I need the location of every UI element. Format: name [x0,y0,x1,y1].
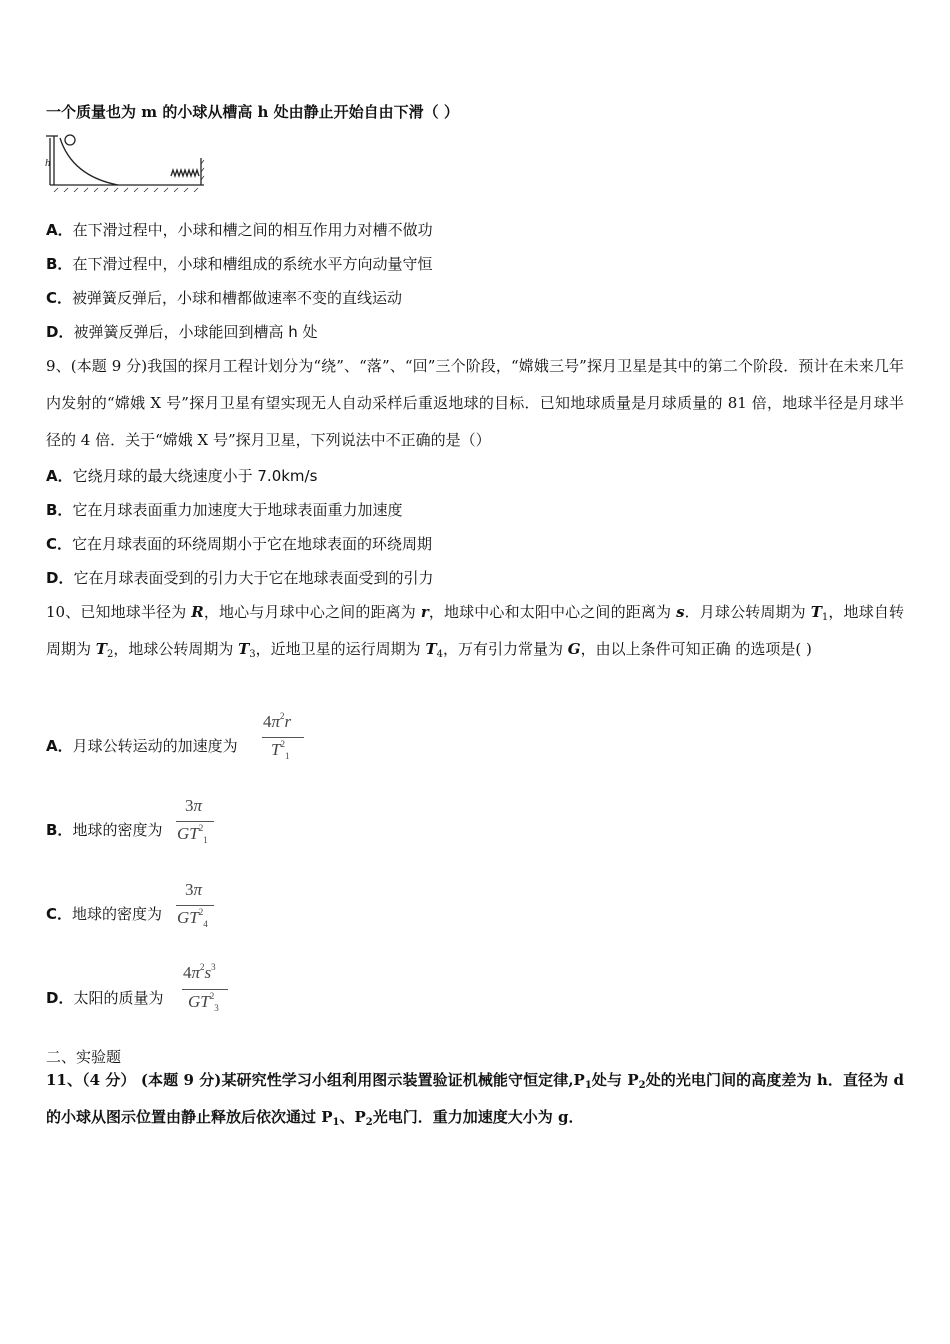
q8-option-c: C．被弹簧反弹后，小球和槽都做速率不变的直线运动 [46,289,403,307]
slide-spring-figure [44,130,206,192]
q8-option-a: A．在下滑过程中，小球和槽之间的相互作用力对槽不做功 [46,221,433,239]
q9-stem: 9、(本题 9 分)我国的探月工程计划分为“绕”、“落”、“回”三个阶段，“嫦娥三号”探月卫星是其中的第二个阶段．预计在未来几年内发射的“嫦娥 X 号”探月卫星有望实现无人自动采样后重返地球的目标．已知地球质量是月球质量的 81 倍，地球半径是月球半径的 4 倍．关于“嫦娥 X 号”探月卫星，下列说法中不正确的是（） [46,357,904,449]
q10-stem: 10、已知地球半径为 R，地心与月球中心之间的距离为 r，地球中心和太阳中心之间的距离为 s．月球公转周期为 $T_1$，地球自转周期为 $T_2$，地球公转周期为 $T_3$，近地卫星的运行周期为 $T_4$，万有引力常量为 G，由以上条件可知正确 的选项是( ) [46,603,904,660]
q9-option-a: A．它绕月球的最大绕速度小于 7.0km/s [46,467,318,485]
q9-option-b: B．它在月球表面重力加速度大于地球表面重力加速度 [46,501,403,519]
q9-option-c: C．它在月球表面的环绕周期小于它在地球表面的环绕周期 [46,535,433,553]
q8-option-d: D．被弹簧反弹后，小球能回到槽高 h 处 [46,323,318,341]
q8-option-b: B．在下滑过程中，小球和槽组成的系统水平方向动量守恒 [46,255,433,273]
q10-option-d: D．太阳的质量为 [46,989,164,1007]
figure-height-label: h [45,157,51,169]
q9-option-d: D．它在月球表面受到的引力大于它在地球表面受到的引力 [46,569,434,587]
q8-stem: 一个质量也为 m 的小球从槽高 h 处由静止开始自由下滑（ ） [46,103,459,121]
fraction-b: 3π $GT^2_1$ [176,796,218,848]
fraction-c: 3π $GT^2_4$ [176,880,218,932]
q10-option-b: B．地球的密度为 [46,821,163,839]
q11-stem: 11、（4 分） (本题 9 分)某研究性学习小组利用图示装置验证机械能守恒定律$,P_1$处与 $P_2$处的光电门间的高度差为 h．直径为 d 的小球从图示位置由静止释放后依次通过 $P_1$、$P_2$光电门．重力加速度大小为 g． [46,1071,904,1128]
fraction-a: $4\pi^2r$ $T^2_1$ [262,712,306,764]
fraction-d: $4\pi^2s^3$ $GT^2_3$ [182,963,232,1017]
section-title: 二、实验题 [46,1048,122,1066]
q10-option-c: C．地球的密度为 [46,905,163,923]
q10-option-a: A．月球公转运动的加速度为 [46,737,238,755]
